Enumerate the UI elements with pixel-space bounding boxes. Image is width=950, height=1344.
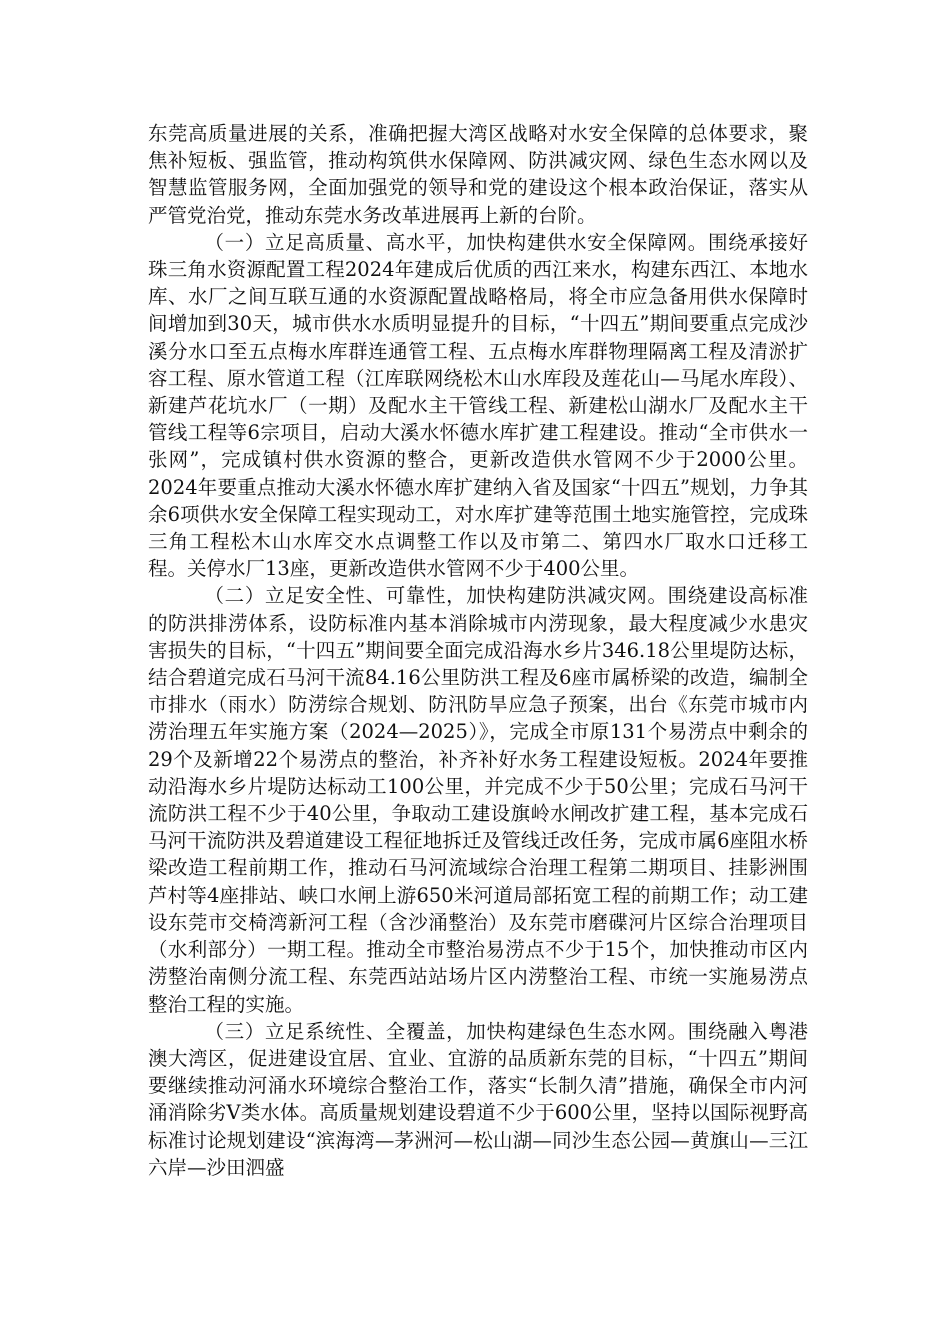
paragraph-flood-control-network: （二）立足安全性、可靠性，加快构建防洪减灾网。围绕建设高标准的防洪排涝体系，设防标准内基本消除城市内涝现象，最大程度减少水患灾害损失的目标，“十四五”期间要全面完成沿海水乡片346.18公里堤防达标，结合碧道完成石马河干流84.16公里防洪工程及6座市属桥梁的改造，编制全市排水（雨水）防涝综合规划、防汛防旱应急子预案，出台《东莞市城市内涝治理五年实施方案（2024—2025）》，完成全市原131个易涝点中剩余的29个及新增22个易涝点的整治，补齐补好水务工程建设短板。2024年要推动沿海水乡片堤防达标动工100公里，并完成不少于50公里；完成石马河干流防洪工程不少于40公里，争取动工建设旗岭水闸改扩建工程，基本完成石马河干流防洪及碧道建设工程征地拆迁及管线迁改任务，完成市属6座阻水桥梁改造工程前期工作，推动石马河流域综合治理工程第二期项目、挂影洲围芦村等4座排站、峡口水闸上游650米河道局部拓宽工程的前期工作；动工建设东莞市交椅湾新河工程（含沙涌整治）及东莞市磨碟河片区综合治理项目（水利部分）一期工程。推动全市整治易涝点不少于15个，加快推动市区内涝整治南侧分流工程、东莞西站站场片区内涝整治工程、市统一实施易涝点整治工程的实施。 bbox=[148, 584, 808, 1016]
paragraph-intro-continued: 东莞高质量进展的关系，准确把握大湾区战略对水安全保障的总体要求，聚焦补短板、强监管，推动构筑供水保障网、防洪减灾网、绿色生态水网以及智慧监管服务网，全面加强党的领导和党的建设这个根本政治保证，落实从严管党治党，推动东莞水务改革进展再上新的台阶。 bbox=[148, 122, 808, 227]
paragraph-water-supply-network: （一）立足高质量、高水平，加快构建供水安全保障网。围绕承接好珠三角水资源配置工程2024年建成后优质的西江来水，构建东西江、本地水库、水厂之间互联互通的水资源配置战略格局，将全市应急备用供水保障时间增加到30天，城市供水水质明显提升的目标，“十四五”期间要重点完成沙溪分水口至五点梅水库群连通管工程、五点梅水库群物理隔离工程及清淤扩容工程、原水管道工程（江库联网绕松木山水库段及莲花山—马尾水库段）、新建芦花坑水厂（一期）及配水主干管线工程、新建松山湖水厂及配水主干管线工程等6宗项目，启动大溪水怀德水库扩建工程建设。推动“全市供水一张网”，完成镇村供水资源的整合，更新改造供水管网不少于2000公里。2024年要重点推动大溪水怀德水库扩建纳入省及国家“十四五”规划，力争其余6项供水安全保障工程实现动工，对水库扩建等范围土地实施管控，完成珠三角工程松木山水库交水点调整工作以及市第二、第四水厂取水口迁移工程。关停水厂13座，更新改造供水管网不少于400公里。 bbox=[148, 230, 808, 581]
paragraph-ecological-water-network: （三）立足系统性、全覆盖，加快构建绿色生态水网。围绕融入粤港澳大湾区，促进建设宜居、宜业、宜游的品质新东莞的目标，“十四五”期间要继续推动河涌水环境综合整治工作，落实“长制久清”措施，确保全市内河涌消除劣Ⅴ类水体。高质量规划建设碧道不少于600公里，坚持以国际视野高标准讨论规划建设“滨海湾—茅洲河—松山湖—同沙生态公园—黄旗山—三江六岸—沙田泗盛 bbox=[148, 1019, 808, 1179]
document-page bbox=[148, 120, 808, 1181]
